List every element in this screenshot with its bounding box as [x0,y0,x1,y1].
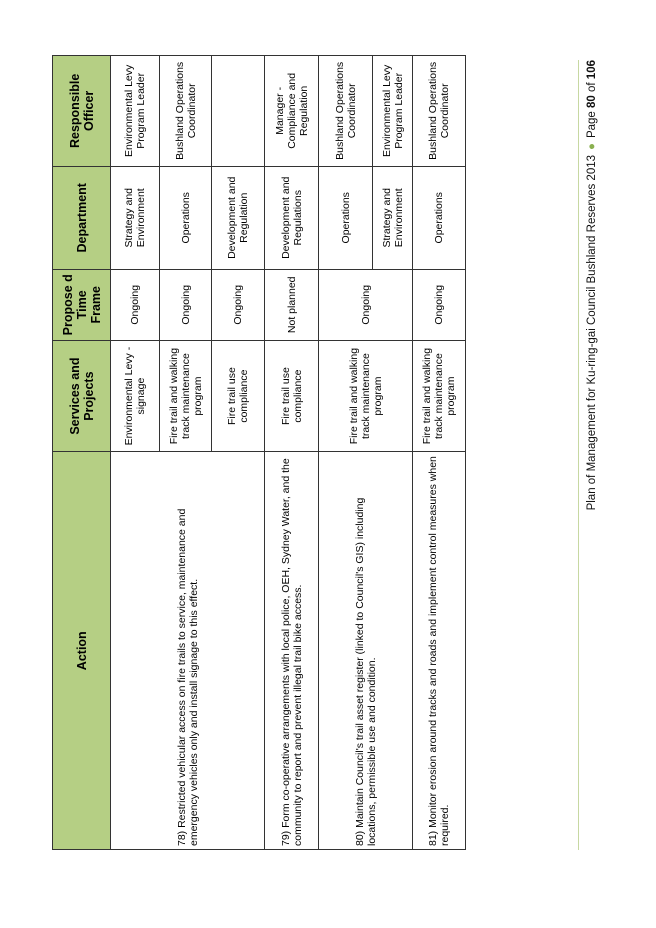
officer-cell [212,56,265,167]
officer-cell: Manager - Compliance and Regulation [265,56,319,167]
services-cell: Fire trail and walking track maintenance program [160,340,212,452]
action-79: 79) Form co-operative arrangements with local police, OEH, Sydney Water, and the community to report and prevent illegal trail bike access. [265,452,319,850]
action-78: 78) Restricted vehicular access on fire trails to service, maintenance and emergency vehicles only and install signage to this effect. [111,452,265,850]
timeframe-cell: Ongoing [319,269,413,340]
officer-cell: Bushland Operations Coordinator [160,56,212,167]
action-81: 81) Monitor erosion around tracks and roads and implement control measures when required. [413,452,466,850]
header-action: Action [53,452,111,850]
timeframe-cell: Ongoing [413,269,466,340]
footer-title: Plan of Management for Ku-ring-gai Council Bushland Reserves 2013 [586,155,598,511]
header-services: Services and Projects [53,340,111,452]
table-row [111,56,160,850]
services-cell: Fire trail and walking track maintenance program [413,340,466,452]
action-80: 80) Maintain Council's trail asset register (linked to Council's GIS) including locations, permissible use and condition. [319,452,413,850]
header-department: Department [53,166,111,269]
timeframe-cell: Ongoing [111,269,160,340]
services-cell: Fire trail use compliance [212,340,265,452]
actions-table [52,55,466,850]
timeframe-cell: Ongoing [212,269,265,340]
page-number: 80 [586,95,598,108]
total-pages: 106 [586,60,598,80]
of-label: of [586,82,598,92]
header-row [53,56,111,850]
services-cell: Fire trail and walking track maintenance program [319,340,413,452]
footer-rule [578,60,579,850]
officer-cell: Bushland Operations Coordinator [319,56,373,167]
timeframe-cell: Not planned [265,269,319,340]
header-timeframe: Propose d Time Frame [53,269,111,340]
header-officer: Responsible Officer [53,56,111,167]
officer-cell: Environmental Levy Program Leader [373,56,413,167]
table-row [413,56,466,850]
department-cell: Strategy and Environment [111,166,160,269]
department-cell: Development and Regulation [212,166,265,269]
services-cell: Fire trail use compliance [265,340,319,452]
timeframe-cell: Ongoing [160,269,212,340]
department-cell: Development and Regulations [265,166,319,269]
table-row [265,56,319,850]
department-cell: Strategy and Environment [373,166,413,269]
department-cell: Operations [160,166,212,269]
page-footer [586,60,598,568]
services-cell: Environmental Levy - signage [111,340,160,452]
separator-dot-icon: ● [586,143,598,150]
department-cell: Operations [319,166,373,269]
department-cell: Operations [413,166,466,269]
table-row [319,56,373,850]
officer-cell: Environmental Levy Program Leader [111,56,160,167]
officer-cell: Bushland Operations Coordinator [413,56,466,167]
page-label: Page [586,111,598,139]
